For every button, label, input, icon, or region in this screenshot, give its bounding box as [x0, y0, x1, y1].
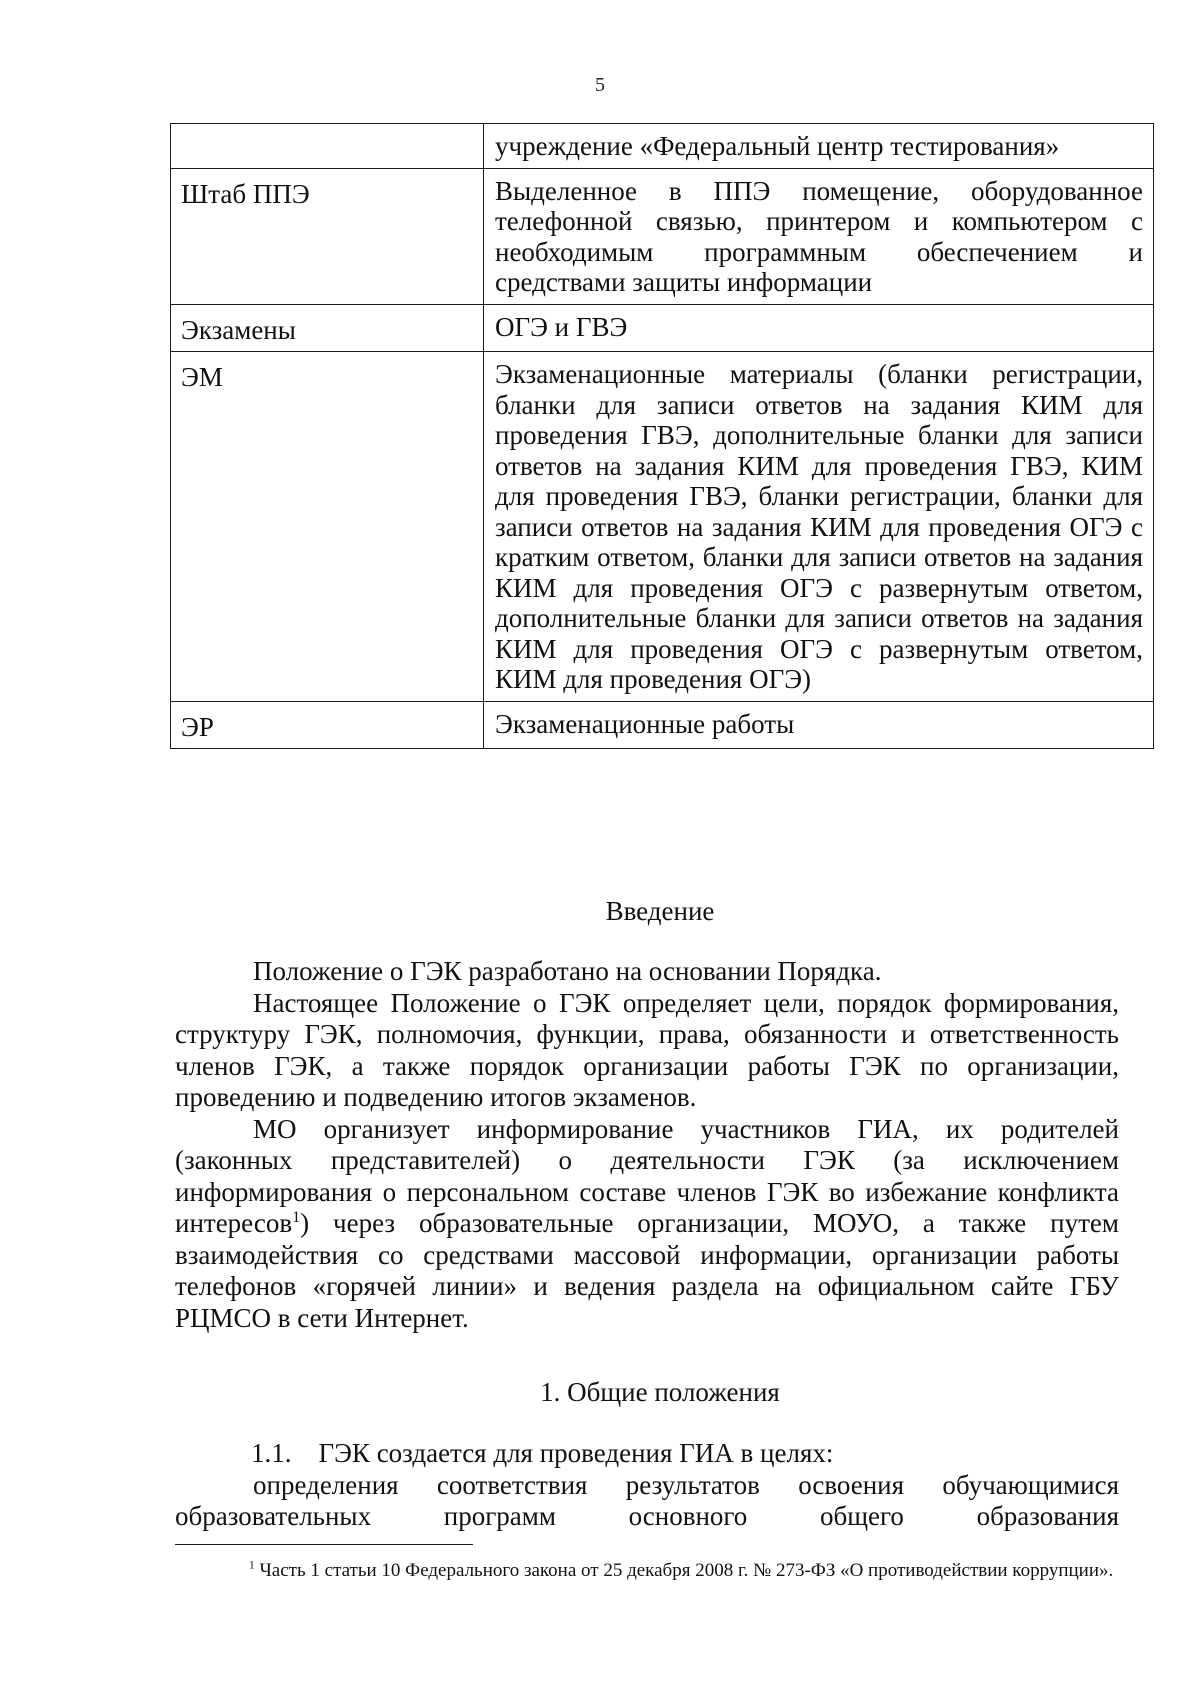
- item-1-1-number: 1.1.: [251, 1438, 292, 1468]
- intro-paragraph-1: Положение о ГЭК разработано на основании Порядка.: [253, 956, 882, 986]
- footnote-text: Часть 1 статьи 10 Федерального закона от 25 декабря 2008 г. № 273-ФЗ «О противодействии коррупции».: [259, 1560, 1114, 1581]
- page-number: 5: [595, 74, 605, 96]
- item-1-1-text: ГЭК создается для проведения ГИА в целях:: [318, 1438, 834, 1468]
- abbreviation-row: [171, 168, 1154, 304]
- abbreviation-term: [171, 124, 484, 169]
- footnote-mark: 1: [249, 1559, 255, 1572]
- intro-heading: Введение: [605, 896, 715, 926]
- abbreviation-term: ЭМ: [171, 352, 484, 702]
- section-1-heading: 1. Общие положения: [540, 1377, 780, 1407]
- abbreviation-row: [171, 304, 1154, 352]
- abbreviation-definition: Экзаменационные материалы (бланки регистрации, бланки для записи ответов на задания КИМ для проведения ГВЭ, дополнительные бланки для записи ответов на задания КИМ для проведения ГВЭ, КИМ для проведения ГВЭ, бланки регистрации, бланки для записи ответов на задания КИМ для проведения ОГЭ с кратким ответом, бланки для записи ответов на задания КИМ для проведения ОГЭ с развернутым ответом, дополнительные бланки для записи ответов на задания КИМ для проведения ОГЭ с развернутым ответом, КИМ для проведения ОГЭ): [484, 352, 1154, 702]
- section-1-text: [175, 1438, 1119, 1533]
- abbreviations-table: [170, 123, 1154, 749]
- abbreviation-row: [171, 352, 1154, 702]
- abbreviation-definition: Выделенное в ППЭ помещение, оборудованное телефонной связью, принтером и компьютером с необходимым программным обеспечением и средствами защиты информации: [484, 168, 1154, 304]
- abbreviation-definition: ОГЭ и ГВЭ: [484, 304, 1154, 352]
- intro-paragraph-3: [175, 1114, 1119, 1335]
- abbreviation-definition: учреждение «Федеральный центр тестирования»: [484, 124, 1154, 169]
- item-1-1-continuation: определения соответствия результатов освоения обучающимися образовательных программ основного общего образования: [175, 1469, 1119, 1531]
- intro-paragraph-3-end: ) через образовательные организации, МОУО, а также путем взаимодействия со средствами массовой информации, организации работы телефонов «горячей линии» и ведения раздела на официальном сайте ГБУ РЦМСО в сети Интернет.: [175, 1208, 1119, 1333]
- intro-text: [175, 956, 1119, 1334]
- abbreviation-row: [171, 124, 1154, 169]
- item-1-1: [175, 1438, 1119, 1470]
- intro-paragraph-3-start: МО организует информирование участников ГИА, их родителей (законных представителей) о деятельности ГЭК (за исключением информирования о персональном составе членов ГЭК во избежание конфликта интересов: [175, 1113, 1119, 1238]
- footnote-reference: 1: [292, 1208, 301, 1226]
- intro-paragraph-2: Настоящее Положение о ГЭК определяет цели, порядок формирования, структуру ГЭК, полномочия, функции, права, обязанности и ответственность членов ГЭК, а также порядок организации работы ГЭК по организации, проведению и подведению итогов экзаменов.: [175, 987, 1119, 1112]
- abbreviation-term: Экзамены: [171, 304, 484, 352]
- footnote: [175, 1558, 1119, 1583]
- abbreviation-term: Штаб ППЭ: [171, 168, 484, 304]
- abbreviation-term: ЭР: [171, 701, 484, 749]
- footnote-divider: [175, 1544, 473, 1545]
- abbreviation-definition: Экзаменационные работы: [484, 701, 1154, 749]
- abbreviation-row: [171, 701, 1154, 749]
- abbreviations-table-body: [171, 124, 1154, 749]
